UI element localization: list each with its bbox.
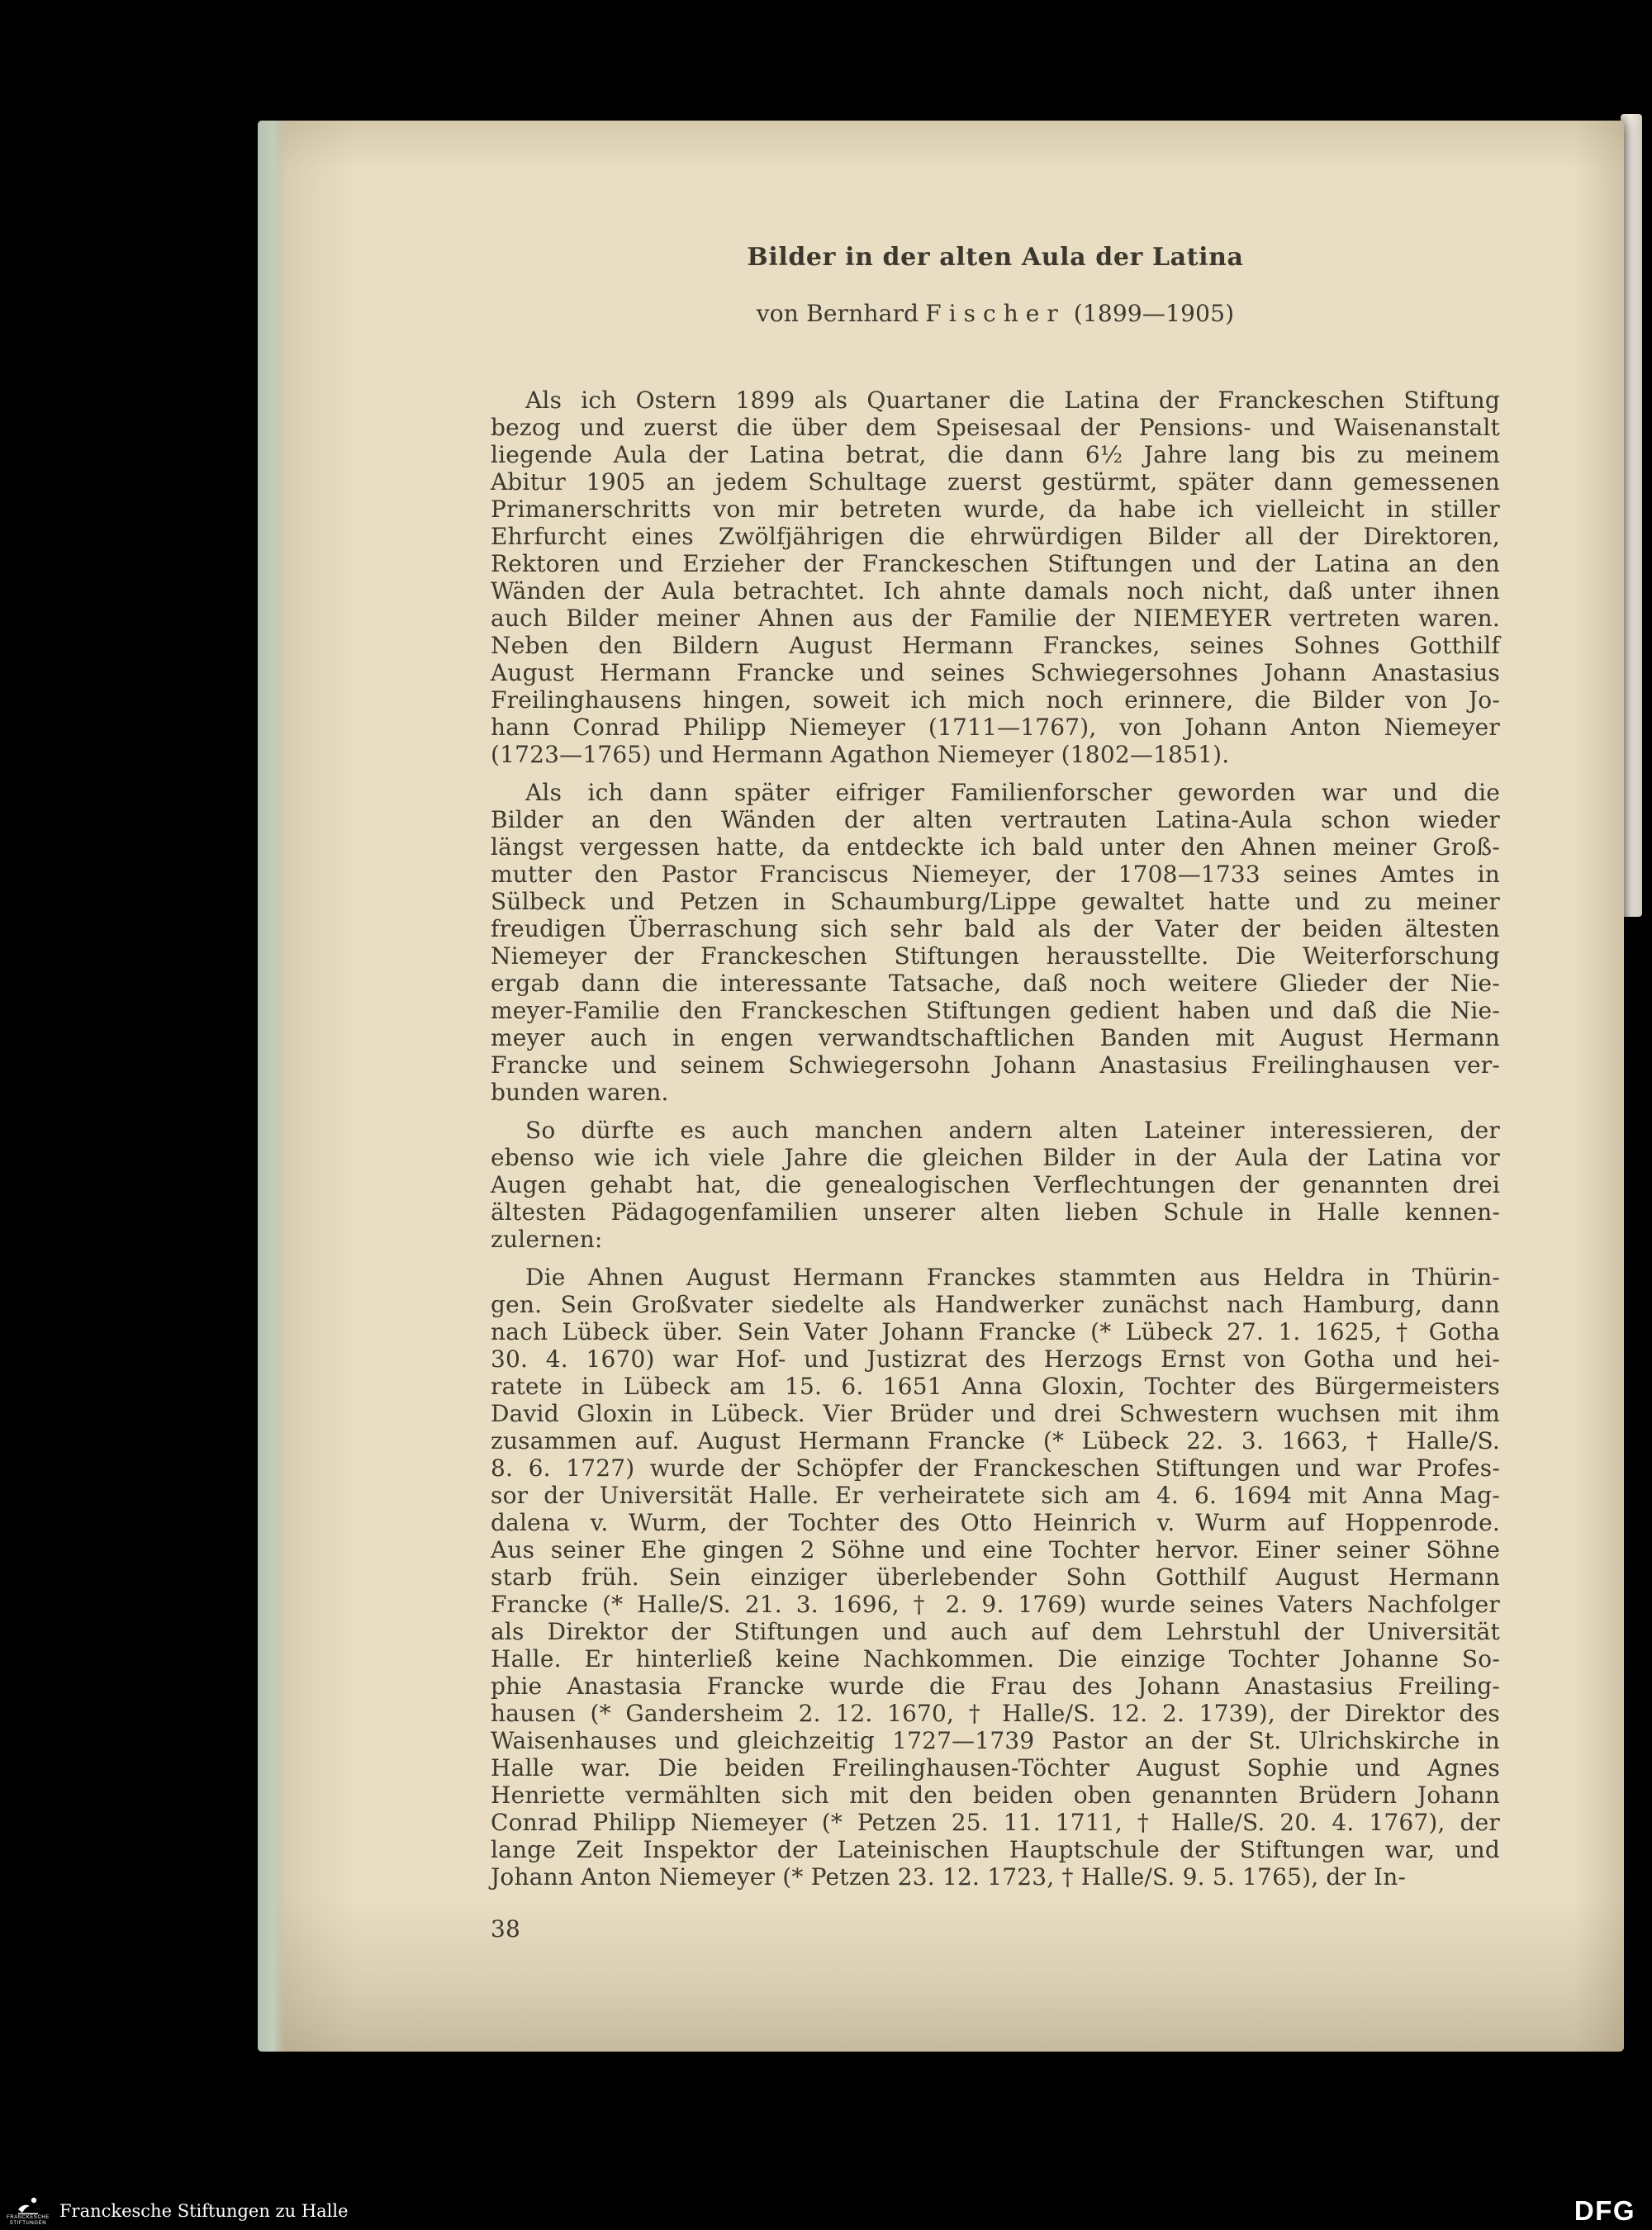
scanned-page <box>258 121 1624 2052</box>
footer-source-text: Franckesche Stiftungen zu Halle <box>59 2201 349 2221</box>
text-line: liegende Aula der Latina betrat, die dann 6½ Jahre lang bis zu meinem <box>491 441 1500 468</box>
publisher-logo-caption-line2: STIFTUNGEN <box>9 2221 47 2226</box>
text-line: Wänden der Aula betrachtet. Ich ahnte damals noch nicht, daß unter ihnen <box>491 577 1500 605</box>
text-line: zulernen: <box>491 1226 603 1253</box>
text-line: 30. 4. 1670) war Hof- und Justizrat des Herzogs Ernst von Gotha und hei- <box>491 1345 1500 1373</box>
text-line: als Direktor der Stiftungen und auch auf dem Lehrstuhl der Universität <box>491 1618 1500 1645</box>
text-line: bunden waren. <box>491 1079 669 1106</box>
paragraph <box>491 1264 1500 1891</box>
text-line: meyer-Familie den Franckeschen Stiftungen gedient haben und daß die Nie- <box>491 997 1500 1024</box>
text-line: Halle. Er hinterließ keine Nachkommen. Die einzige Tochter Johanne So- <box>491 1645 1500 1672</box>
text-line: längst vergessen hatte, da entdeckte ich bald unter den Ahnen meiner Groß- <box>491 833 1500 861</box>
text-line: ältesten Pädagogenfamilien unserer alten lieben Schule in Halle kennen- <box>491 1198 1500 1226</box>
text-line: Ehrfurcht eines Zwölfjährigen die ehrwürdigen Bilder all der Direktoren, <box>491 523 1500 550</box>
text-line: Neben den Bildern August Hermann Franckes, seines Sohnes Gotthilf <box>491 632 1500 659</box>
footer-left-group <box>7 2196 349 2226</box>
text-line: Sülbeck und Petzen in Schaumburg/Lippe gewaltet hatte und zu meiner <box>491 888 1500 915</box>
byline-author-name: Fischer <box>925 300 1066 327</box>
paragraphs <box>491 387 1500 1891</box>
text-line: ergab dann die interessante Tatsache, daß noch weitere Glieder der Nie- <box>491 970 1500 997</box>
text-line: Freilinghausens hingen, soweit ich mich noch erinnere, die Bilder von Jo- <box>491 686 1500 714</box>
paragraph <box>491 387 1500 768</box>
text-line: bezog und zuerst die über dem Speisesaal der Pensions- und Waisenanstalt <box>491 414 1500 441</box>
text-line: So dürfte es auch manchen andern alten Lateiner interessieren, der <box>525 1117 1500 1144</box>
text-line: meyer auch in engen verwandtschaftlichen Banden mit August Hermann <box>491 1024 1500 1051</box>
text-line: Johann Anton Niemeyer (* Petzen 23. 12. 1723, † Halle/S. 9. 5. 1765), der In- <box>491 1863 1407 1891</box>
text-line: Francke und seinem Schwiegersohn Johann Anastasius Freilinghausen ver- <box>491 1051 1500 1079</box>
text-line: Als ich Ostern 1899 als Quartaner die Latina der Franckeschen Stiftung <box>525 387 1500 414</box>
page-text-block <box>491 243 1500 1943</box>
page-number: 38 <box>491 1915 521 1943</box>
text-line: Rektoren und Erzieher der Franckeschen Stiftungen und der Latina an den <box>491 550 1500 577</box>
franckesche-stiftungen-logo-icon <box>7 2196 50 2226</box>
text-line: zusammen auf. August Hermann Francke (* Lübeck 22. 3. 1663, † Halle/S. <box>491 1427 1500 1454</box>
text-line: Henriette vermählten sich mit den beiden oben genannten Brüdern Johann <box>491 1782 1500 1809</box>
publisher-logo-caption-line1: FRANCKESCHE <box>7 2215 50 2220</box>
dfg-logo: DFG <box>1574 2195 1635 2226</box>
byline-dates: (1899—1905) <box>1073 300 1235 327</box>
text-line: phie Anastasia Francke wurde die Frau des Johann Anastasius Freiling- <box>491 1672 1500 1700</box>
text-line: hausen (* Gandersheim 2. 12. 1670, † Halle/S. 12. 2. 1739), der Direktor des <box>491 1700 1500 1727</box>
text-line: sor der Universität Halle. Er verheiratete sich am 4. 6. 1694 mit Anna Mag- <box>491 1482 1500 1509</box>
text-line: August Hermann Francke und seines Schwiegersohnes Johann Anastasius <box>491 659 1500 686</box>
text-line: nach Lübeck über. Sein Vater Johann Francke (* Lübeck 27. 1. 1625, † Gotha <box>491 1318 1500 1345</box>
text-line: Primanerschritts von mir betreten wurde, da habe ich vielleicht in stiller <box>491 496 1500 523</box>
byline <box>491 300 1500 327</box>
page-gutter-edge <box>258 121 286 2052</box>
text-line: auch Bilder meiner Ahnen aus der Familie der NIEMEYER vertreten waren. <box>491 605 1500 632</box>
text-line: Abitur 1905 an jedem Schultage zuerst gestürmt, später dann gemessenen <box>491 468 1500 496</box>
text-line: Aus seiner Ehe gingen 2 Söhne und eine Tochter hervor. Einer seiner Söhne <box>491 1536 1500 1563</box>
text-line: hann Conrad Philipp Niemeyer (1711—1767), von Johann Anton Niemeyer <box>491 714 1500 741</box>
text-line: (1723—1765) und Hermann Agathon Niemeyer (1802—1851). <box>491 741 1230 768</box>
text-line: David Gloxin in Lübeck. Vier Brüder und drei Schwestern wuchsen mit ihm <box>491 1400 1500 1427</box>
text-line: 8. 6. 1727) wurde der Schöpfer der Franckeschen Stiftungen und war Profes- <box>491 1454 1500 1482</box>
page-title: Bilder in der alten Aula der Latina <box>747 243 1244 272</box>
text-line: gen. Sein Großvater siedelte als Handwerker zunächst nach Hamburg, dann <box>491 1291 1500 1318</box>
text-line: Die Ahnen August Hermann Franckes stammten aus Heldra in Thürin- <box>525 1264 1500 1291</box>
text-line: ratete in Lübeck am 15. 6. 1651 Anna Gloxin, Tochter des Bürgermeisters <box>491 1373 1500 1400</box>
paragraph <box>491 1117 1500 1253</box>
text-line: Waisenhauses und gleichzeitig 1727—1739 Pastor an der St. Ulrichskirche in <box>491 1727 1500 1754</box>
text-line: ebenso wie ich viele Jahre die gleichen Bilder in der Aula der Latina vor <box>491 1144 1500 1171</box>
text-line: Conrad Philipp Niemeyer (* Petzen 25. 11. 1711, † Halle/S. 20. 4. 1767), der <box>491 1809 1500 1836</box>
text-line: starb früh. Sein einziger überlebender Sohn Gotthilf August Hermann <box>491 1563 1500 1591</box>
text-line: Halle war. Die beiden Freilinghausen-Töchter August Sophie und Agnes <box>491 1754 1500 1782</box>
text-line: freudigen Überraschung sich sehr bald als der Vater der beiden ältesten <box>491 915 1500 942</box>
text-line: Augen gehabt hat, die genealogischen Verflechtungen der genannten drei <box>491 1171 1500 1198</box>
text-line: Als ich dann später eifriger Familienforscher geworden war und die <box>525 779 1500 806</box>
byline-prefix: von Bernhard <box>756 300 919 327</box>
text-line: Bilder an den Wänden der alten vertrauten Latina-Aula schon wieder <box>491 806 1500 833</box>
text-line: mutter den Pastor Franciscus Niemeyer, der 1708—1733 seines Amtes in <box>491 861 1500 888</box>
text-line: Francke (* Halle/S. 21. 3. 1696, † 2. 9. 1769) wurde seines Vaters Nachfolger <box>491 1591 1500 1618</box>
text-line: lange Zeit Inspektor der Lateinischen Hauptschule der Stiftungen war, und <box>491 1836 1500 1863</box>
text-line: Niemeyer der Franckeschen Stiftungen herausstellte. Die Weiterforschung <box>491 942 1500 970</box>
viewer-footer <box>0 2192 1652 2230</box>
paragraph <box>491 779 1500 1106</box>
text-line: dalena v. Wurm, der Tochter des Otto Heinrich v. Wurm auf Hoppenrode. <box>491 1509 1500 1536</box>
